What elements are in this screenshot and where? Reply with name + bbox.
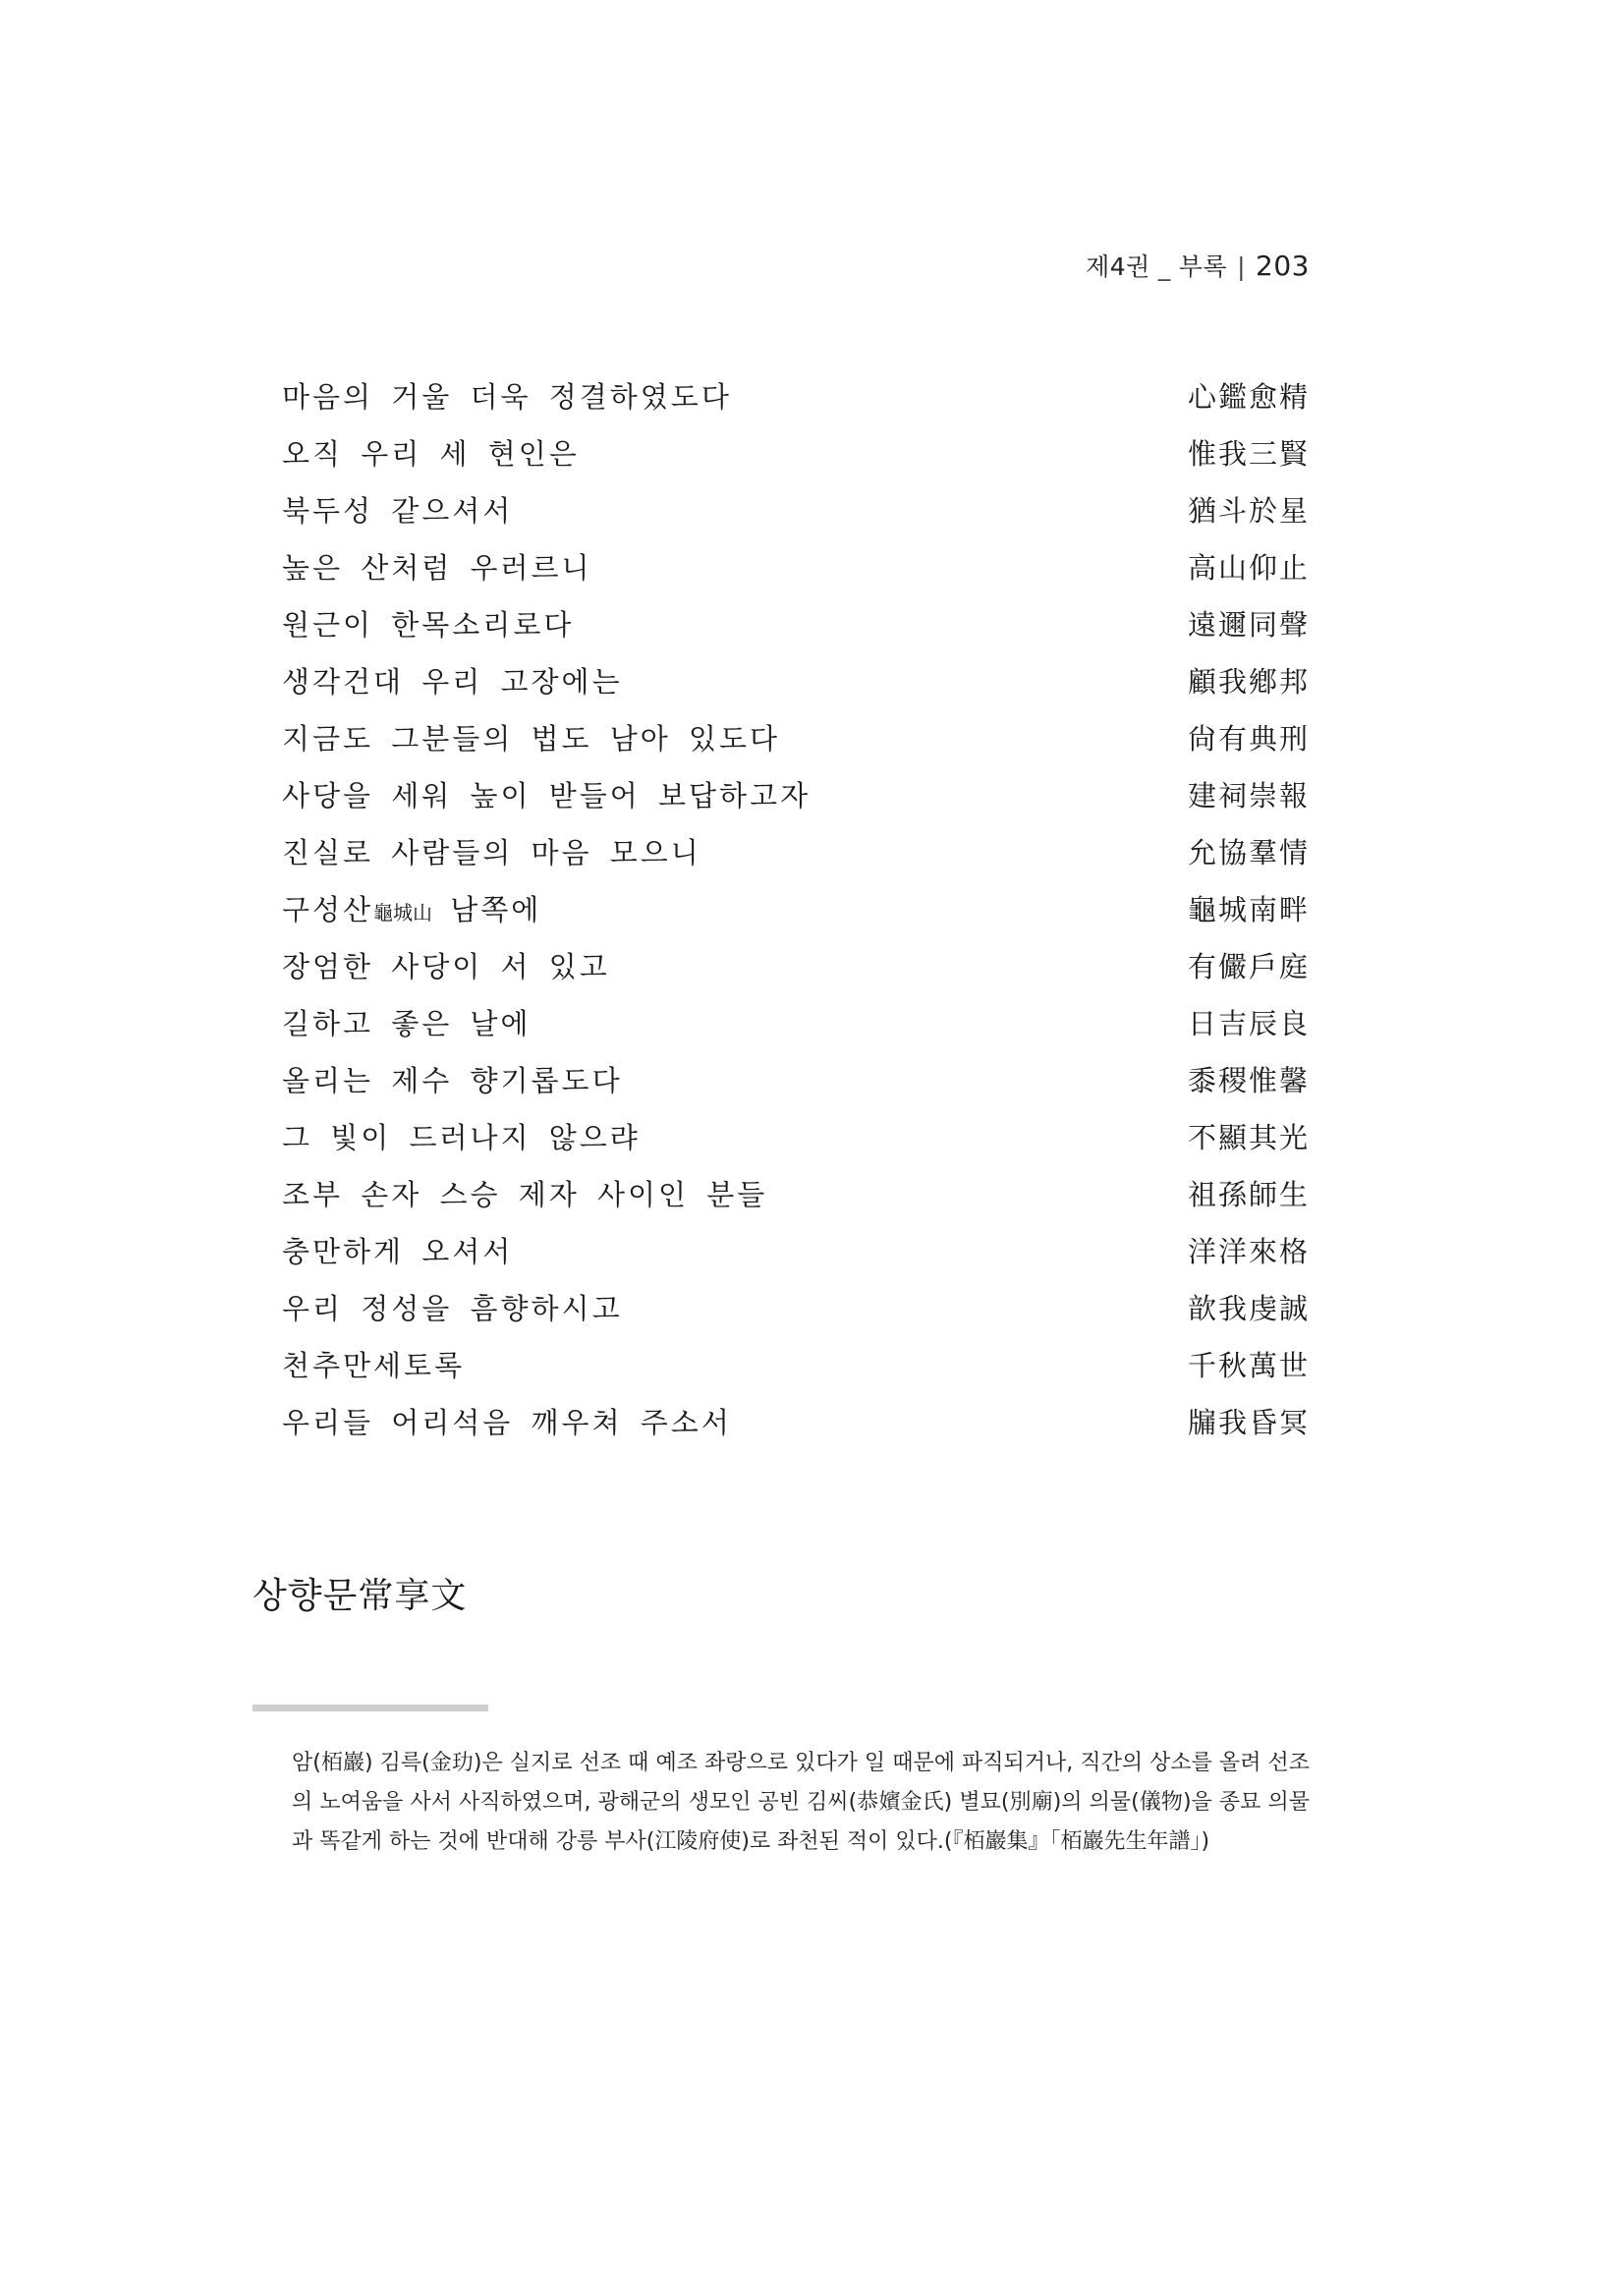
poem-line: [282, 1394, 1310, 1451]
poem-korean: 진실로 사람들의 마음 모으니: [282, 836, 701, 869]
poem-korean: 장엄한 사당이 서 있고: [282, 950, 610, 983]
poem-line: [282, 1052, 1310, 1109]
poem-list: [282, 368, 1310, 1451]
poem-hanja: 惟我三賢: [1187, 437, 1310, 471]
poem-line: [282, 425, 1310, 482]
poem-korean: 충만하게 오셔서: [282, 1235, 514, 1268]
inline-hanja-note: 龜城山: [373, 901, 433, 924]
poem-korean: 원근이 한목소리로다: [282, 608, 575, 642]
poem-korean: 올리는 제수 향기롭도다: [282, 1064, 623, 1097]
footnote-text: 암(栢巖) 김륵(金玏)은 실지로 선조 때 예조 좌랑으로 있다가 일 때문에 파직되거나, 직간의 상소를 올려 선조의 노여움을 사서 사직하였으며, 광해군의 생모인 공빈 김씨(恭嬪金氏) 별묘(別廟)의 의물(儀物)을 종묘 의물과 똑같게 하는 것에 반대해 강릉 부사(江陵府使)로 좌천된 적이 있다.(『栢巖集』「栢巖先生年譜」): [292, 1751, 1310, 1854]
poem-line: [282, 596, 1310, 653]
poem-line: [282, 1109, 1310, 1166]
poem-korean: 길하고 좋은 날에: [282, 1007, 532, 1040]
poem-korean: 오직 우리 세 현인은: [282, 437, 580, 471]
poem-line: [282, 1223, 1310, 1280]
poem-korean: 그 빛이 드러나지 않으랴: [282, 1121, 641, 1154]
poem-hanja: 遠邇同聲: [1187, 608, 1310, 642]
poem-hanja: 有儼戶庭: [1187, 950, 1310, 983]
poem-hanja: 龜城南畔: [1187, 893, 1310, 926]
page-number: 203: [1256, 250, 1310, 282]
section-title: 상향문常享文: [252, 1576, 468, 1616]
poem-line: [282, 1337, 1310, 1394]
poem-line: [282, 824, 1310, 881]
poem-line: [282, 1166, 1310, 1223]
poem-korean-continued: 남쪽에: [432, 893, 542, 926]
poem-hanja: 歆我虔誠: [1187, 1292, 1310, 1325]
poem-korean: 조부 손자 스승 제자 사이인 분들: [282, 1178, 768, 1211]
footnote-divider: [252, 1705, 488, 1711]
poem-line: [282, 710, 1310, 767]
poem-line: [282, 539, 1310, 596]
poem-hanja: 祖孫師生: [1187, 1178, 1310, 1211]
poem-hanja: 牖我昏冥: [1187, 1406, 1310, 1439]
poem-line: [282, 368, 1310, 425]
header-divider: |: [1237, 252, 1247, 281]
poem-hanja: 建祠崇報: [1187, 779, 1310, 812]
section-label: 부록: [1178, 252, 1228, 281]
poem-hanja: 日吉辰良: [1187, 1007, 1310, 1040]
poem-line: [282, 995, 1310, 1052]
poem-korean: 우리 정성을 흠향하시고: [282, 1292, 623, 1325]
poem-hanja: 顧我鄕邦: [1187, 665, 1310, 699]
poem-hanja: 洋洋來格: [1187, 1235, 1310, 1268]
poem-korean: 사당을 세워 높이 받들어 보답하고자: [282, 779, 812, 812]
poem-hanja: 猶斗於星: [1187, 494, 1310, 528]
poem-korean: 천추만세토록: [282, 1349, 466, 1382]
poem-hanja: 允協羣情: [1187, 836, 1310, 869]
poem-hanja: 尙有典刑: [1187, 722, 1310, 756]
poem-hanja: 不顯其光: [1187, 1121, 1310, 1154]
poem-korean: 생각건대 우리 고장에는: [282, 665, 623, 699]
poem-line: [282, 1280, 1310, 1337]
poem-korean: 우리들 어리석음 깨우쳐 주소서: [282, 1406, 732, 1439]
running-header: [1086, 248, 1310, 283]
poem-korean: 구성산: [282, 893, 374, 926]
poem-korean-annotated: [282, 881, 541, 941]
poem-line: [282, 938, 1310, 995]
poem-korean: 지금도 그분들의 법도 남아 있도다: [282, 722, 781, 756]
poem-line: [282, 653, 1310, 710]
poem-hanja: 心鑑愈精: [1187, 380, 1310, 414]
volume-label: 제4권: [1086, 252, 1150, 281]
poem-korean: 마음의 거울 더욱 정결하였도다: [282, 380, 732, 414]
poem-korean: 높은 산처럼 우러르니: [282, 551, 592, 585]
poem-line: [282, 767, 1310, 824]
header-separator: _: [1157, 252, 1171, 281]
poem-hanja: 高山仰止: [1187, 551, 1310, 585]
poem-hanja: 黍稷惟馨: [1187, 1064, 1310, 1097]
poem-line: [282, 881, 1310, 938]
poem-korean: 북두성 같으셔서: [282, 494, 514, 528]
poem-line: [282, 482, 1310, 539]
poem-hanja: 千秋萬世: [1187, 1349, 1310, 1382]
